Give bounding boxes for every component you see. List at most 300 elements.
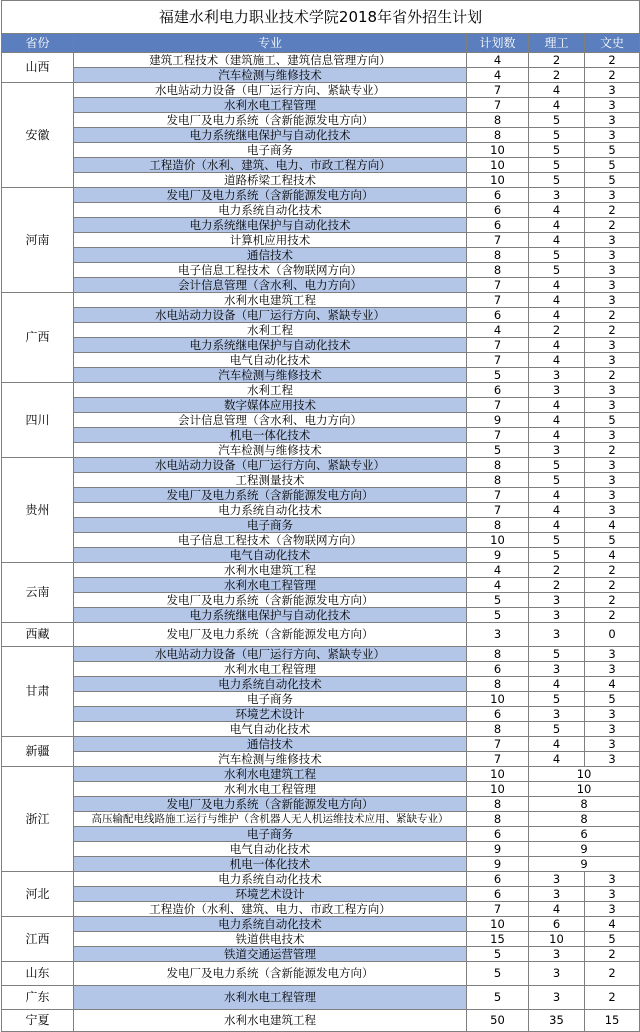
major-cell: 电力系统继电保护与自动化技术 [74,218,467,233]
province-cell: 广东 [2,986,74,1010]
table-row [2,593,640,608]
science-count-cell: 6 [529,917,585,932]
science-count-cell: 5 [529,473,585,488]
plan-count-cell: 6 [467,707,529,722]
liberal-arts-count-cell: 2 [585,593,640,608]
province-cell: 河北 [2,872,74,917]
major-cell: 电子商务 [74,692,467,707]
plan-count-cell: 5 [467,947,529,962]
table-row [2,932,640,947]
province-cell: 山东 [2,962,74,986]
liberal-arts-count-cell: 3 [585,662,640,677]
table-row [2,278,640,293]
liberal-arts-count-cell: 2 [585,608,640,623]
plan-count-cell: 6 [467,218,529,233]
table-row [2,473,640,488]
major-cell: 发电厂及电力系统（含新能源发电方向） [74,962,467,986]
liberal-arts-count-cell: 2 [585,53,640,68]
science-count-cell: 4 [529,902,585,917]
table-row [2,563,640,578]
major-cell: 电力系统继电保护与自动化技术 [74,608,467,623]
plan-count-cell: 4 [467,68,529,83]
liberal-arts-count-cell: 3 [585,707,640,722]
major-cell: 电子信息工程技术（含物联网方向） [74,533,467,548]
plan-count-cell: 7 [467,503,529,518]
plan-count-cell: 8 [467,647,529,662]
liberal-arts-count-cell: 5 [585,158,640,173]
plan-count-cell: 7 [467,902,529,917]
science-count-cell: 5 [529,533,585,548]
table-row [2,548,640,563]
plan-count-cell: 7 [467,737,529,752]
table-row [2,503,640,518]
plan-count-cell: 10 [467,533,529,548]
science-count-cell: 4 [529,518,585,533]
liberal-arts-count-cell: 2 [585,68,640,83]
major-cell: 道路桥梁工程技术 [74,173,467,188]
plan-count-cell: 5 [467,593,529,608]
plan-count-cell: 10 [467,143,529,158]
header-province: 省份 [2,34,74,53]
liberal-arts-count-cell: 2 [585,947,640,962]
liberal-arts-count-cell: 15 [585,1010,640,1032]
liberal-arts-count-cell: 2 [585,962,640,986]
plan-count-cell: 9 [467,842,529,857]
table-row [2,578,640,593]
table-row [2,263,640,278]
plan-count-cell: 8 [467,458,529,473]
table-row [2,413,640,428]
plan-count-cell: 10 [467,767,529,782]
liberal-arts-count-cell: 3 [585,458,640,473]
table-row [2,842,640,857]
major-cell: 工程造价（水利、建筑、电力、市政工程方向） [74,158,467,173]
combined-quota-cell: 9 [529,842,640,857]
table-row [2,383,640,398]
plan-count-cell: 7 [467,278,529,293]
major-cell: 汽车检测与维修技术 [74,368,467,383]
table-row [2,518,640,533]
major-cell: 工程造价（水利、建筑、电力、市政工程方向） [74,902,467,917]
table-row [2,488,640,503]
major-cell: 工程测量技术 [74,473,467,488]
science-count-cell: 4 [529,98,585,113]
major-cell: 通信技术 [74,248,467,263]
major-cell: 电子商务 [74,827,467,842]
table-row [2,248,640,263]
major-cell: 水利水电工程管理 [74,782,467,797]
province-cell: 广西 [2,293,74,383]
liberal-arts-count-cell: 3 [585,293,640,308]
plan-count-cell: 8 [467,722,529,737]
plan-count-cell: 5 [467,368,529,383]
major-cell: 机电一体化技术 [74,857,467,872]
major-cell: 发电厂及电力系统（含新能源发电方向） [74,488,467,503]
major-cell: 电子商务 [74,518,467,533]
plan-count-cell: 6 [467,383,529,398]
combined-quota-cell: 8 [529,797,640,812]
major-cell: 数字媒体应用技术 [74,398,467,413]
province-cell: 云南 [2,563,74,623]
plan-count-cell: 10 [467,173,529,188]
table-row [2,947,640,962]
major-cell: 水利工程 [74,323,467,338]
science-count-cell: 5 [529,128,585,143]
liberal-arts-count-cell: 2 [585,563,640,578]
province-cell: 河南 [2,188,74,293]
major-cell: 水利工程 [74,383,467,398]
province-cell: 贵州 [2,458,74,563]
liberal-arts-count-cell: 2 [585,218,640,233]
major-cell: 通信技术 [74,737,467,752]
liberal-arts-count-cell: 5 [585,173,640,188]
liberal-arts-count-cell: 5 [585,143,640,158]
science-count-cell: 3 [529,947,585,962]
table-row [2,986,640,1010]
science-count-cell: 4 [529,233,585,248]
major-cell: 会计信息管理（含水利、电力方向） [74,278,467,293]
major-cell: 水电站动力设备（电厂运行方向、紧缺专业） [74,458,467,473]
major-cell: 环境艺术设计 [74,707,467,722]
table-row [2,293,640,308]
liberal-arts-count-cell: 2 [585,308,640,323]
plan-count-cell: 6 [467,308,529,323]
major-cell: 水利水电建筑工程 [74,293,467,308]
province-cell: 西藏 [2,623,74,647]
table-row [2,677,640,692]
table-row [2,647,640,662]
table-row [2,752,640,767]
plan-count-cell: 6 [467,827,529,842]
liberal-arts-count-cell: 4 [585,677,640,692]
plan-count-cell: 8 [467,128,529,143]
major-cell: 水利水电建筑工程 [74,767,467,782]
plan-count-cell: 10 [467,917,529,932]
table-row [2,812,640,827]
science-count-cell: 2 [529,563,585,578]
table-row [2,623,640,647]
science-count-cell: 3 [529,188,585,203]
liberal-arts-count-cell: 3 [585,113,640,128]
major-cell: 计算机应用技术 [74,233,467,248]
table-row [2,368,640,383]
science-count-cell: 5 [529,143,585,158]
liberal-arts-count-cell: 3 [585,353,640,368]
major-cell: 电气自动化技术 [74,842,467,857]
science-count-cell: 4 [529,398,585,413]
table-row [2,83,640,98]
plan-count-cell: 3 [467,623,529,647]
plan-count-cell: 7 [467,233,529,248]
plan-count-cell: 7 [467,98,529,113]
liberal-arts-count-cell: 3 [585,383,640,398]
major-cell: 环境艺术设计 [74,887,467,902]
liberal-arts-count-cell: 3 [585,398,640,413]
major-cell: 电力系统自动化技术 [74,503,467,518]
table-row [2,797,640,812]
liberal-arts-count-cell: 4 [585,917,640,932]
science-count-cell: 2 [529,53,585,68]
plan-count-cell: 7 [467,488,529,503]
liberal-arts-count-cell: 3 [585,473,640,488]
major-cell: 会计信息管理（含水利、电力方向） [74,413,467,428]
table-row [2,53,640,68]
province-cell: 甘肃 [2,647,74,737]
plan-count-cell: 7 [467,353,529,368]
science-count-cell: 3 [529,443,585,458]
liberal-arts-count-cell: 5 [585,533,640,548]
major-cell: 电气自动化技术 [74,353,467,368]
major-cell: 发电厂及电力系统（含新能源发电方向） [74,113,467,128]
table-row [2,188,640,203]
major-cell: 发电厂及电力系统（含新能源发电方向） [74,797,467,812]
plan-count-cell: 8 [467,113,529,128]
header-liberal-arts: 文史 [585,34,640,53]
major-cell: 发电厂及电力系统（含新能源发电方向） [74,593,467,608]
liberal-arts-count-cell: 3 [585,188,640,203]
table-row [2,662,640,677]
major-cell: 机电一体化技术 [74,428,467,443]
table-title: 福建水利电力职业技术学院2018年省外招生计划 [2,1,640,34]
plan-count-cell: 8 [467,263,529,278]
header-plan: 计划数 [467,34,529,53]
major-cell: 水利水电建筑工程 [74,563,467,578]
table-row [2,143,640,158]
science-count-cell: 4 [529,218,585,233]
science-count-cell: 5 [529,263,585,278]
table-row [2,68,640,83]
liberal-arts-count-cell: 2 [585,443,640,458]
province-cell: 四川 [2,383,74,458]
science-count-cell: 2 [529,323,585,338]
table-row [2,98,640,113]
liberal-arts-count-cell: 2 [585,203,640,218]
table-row [2,533,640,548]
plan-count-cell: 6 [467,662,529,677]
header-science: 理工 [529,34,585,53]
plan-count-cell: 9 [467,413,529,428]
plan-count-cell: 7 [467,338,529,353]
liberal-arts-count-cell: 3 [585,98,640,113]
major-cell: 水利水电建筑工程 [74,1010,467,1032]
science-count-cell: 35 [529,1010,585,1032]
table-row [2,308,640,323]
science-count-cell: 3 [529,662,585,677]
combined-quota-cell: 10 [529,782,640,797]
science-count-cell: 5 [529,248,585,263]
science-count-cell: 4 [529,293,585,308]
major-cell: 电力系统自动化技术 [74,872,467,887]
major-cell: 水利水电工程管理 [74,98,467,113]
table-row [2,398,640,413]
science-count-cell: 4 [529,278,585,293]
table-row [2,218,640,233]
major-cell: 建筑工程技术（建筑施工、建筑信息管理方向） [74,53,467,68]
plan-count-cell: 10 [467,692,529,707]
table-row [2,692,640,707]
science-count-cell: 5 [529,173,585,188]
plan-count-cell: 5 [467,962,529,986]
plan-count-cell: 7 [467,428,529,443]
table-row [2,737,640,752]
major-cell: 铁道交通运营管理 [74,947,467,962]
table-row [2,707,640,722]
liberal-arts-count-cell: 2 [585,323,640,338]
science-count-cell: 5 [529,647,585,662]
plan-count-cell: 7 [467,83,529,98]
enrollment-plan-table [1,0,640,1032]
table-row [2,887,640,902]
table-row [2,962,640,986]
science-count-cell: 3 [529,887,585,902]
liberal-arts-count-cell: 4 [585,518,640,533]
major-cell: 电力系统自动化技术 [74,677,467,692]
plan-count-cell: 6 [467,188,529,203]
science-count-cell: 4 [529,752,585,767]
combined-quota-cell: 6 [529,827,640,842]
liberal-arts-count-cell: 3 [585,428,640,443]
plan-count-cell: 4 [467,563,529,578]
science-count-cell: 4 [529,428,585,443]
plan-count-cell: 15 [467,932,529,947]
plan-count-cell: 8 [467,797,529,812]
science-count-cell: 10 [529,932,585,947]
liberal-arts-count-cell: 3 [585,488,640,503]
liberal-arts-count-cell: 2 [585,578,640,593]
table-row [2,323,640,338]
science-count-cell: 3 [529,962,585,986]
plan-count-cell: 5 [467,443,529,458]
table-row [2,233,640,248]
table-row [2,782,640,797]
liberal-arts-count-cell: 3 [585,248,640,263]
plan-count-cell: 10 [467,782,529,797]
plan-count-cell: 4 [467,323,529,338]
plan-count-cell: 8 [467,812,529,827]
science-count-cell: 4 [529,677,585,692]
plan-count-cell: 50 [467,1010,529,1032]
science-count-cell: 4 [529,488,585,503]
plan-count-cell: 8 [467,518,529,533]
major-cell: 电气自动化技术 [74,722,467,737]
province-cell: 浙江 [2,767,74,872]
major-cell: 电气自动化技术 [74,548,467,563]
major-cell: 电力系统继电保护与自动化技术 [74,128,467,143]
liberal-arts-count-cell: 5 [585,692,640,707]
plan-count-cell: 8 [467,473,529,488]
science-count-cell: 5 [529,458,585,473]
table-row [2,338,640,353]
plan-count-cell: 6 [467,203,529,218]
major-cell: 铁道供电技术 [74,932,467,947]
major-cell: 水电站动力设备（电厂运行方向、紧缺专业） [74,308,467,323]
table-row [2,917,640,932]
science-count-cell: 2 [529,68,585,83]
science-count-cell: 5 [529,692,585,707]
science-count-cell: 3 [529,986,585,1010]
table-row [2,173,640,188]
major-cell: 水利水电工程管理 [74,662,467,677]
liberal-arts-count-cell: 3 [585,887,640,902]
major-cell: 高压输配电线路施工运行与维护（含机器人无人机运维技术应用、紧缺专业） [74,812,467,827]
science-count-cell: 5 [529,113,585,128]
plan-count-cell: 5 [467,986,529,1010]
science-count-cell: 5 [529,158,585,173]
liberal-arts-count-cell: 5 [585,932,640,947]
liberal-arts-count-cell: 0 [585,623,640,647]
science-count-cell: 3 [529,623,585,647]
plan-count-cell: 7 [467,752,529,767]
combined-quota-cell: 9 [529,857,640,872]
science-count-cell: 3 [529,872,585,887]
table-row [2,353,640,368]
liberal-arts-count-cell: 3 [585,128,640,143]
science-count-cell: 3 [529,608,585,623]
liberal-arts-count-cell: 3 [585,83,640,98]
table-row [2,722,640,737]
liberal-arts-count-cell: 3 [585,902,640,917]
liberal-arts-count-cell: 3 [585,752,640,767]
liberal-arts-count-cell: 5 [585,413,640,428]
major-cell: 汽车检测与维修技术 [74,443,467,458]
table-row [2,428,640,443]
plan-count-cell: 10 [467,158,529,173]
combined-quota-cell: 8 [529,812,640,827]
table-row [2,608,640,623]
science-count-cell: 4 [529,203,585,218]
liberal-arts-count-cell: 2 [585,986,640,1010]
major-cell: 水电站动力设备（电厂运行方向、紧缺专业） [74,83,467,98]
science-count-cell: 4 [529,737,585,752]
major-cell: 发电厂及电力系统（含新能源发电方向） [74,623,467,647]
major-cell: 水利水电工程管理 [74,986,467,1010]
province-cell: 安徽 [2,83,74,188]
table-row [2,458,640,473]
science-count-cell: 3 [529,383,585,398]
major-cell: 电力系统继电保护与自动化技术 [74,338,467,353]
liberal-arts-count-cell: 3 [585,737,640,752]
major-cell: 电子商务 [74,143,467,158]
science-count-cell: 4 [529,308,585,323]
plan-count-cell: 6 [467,887,529,902]
plan-count-cell: 9 [467,548,529,563]
science-count-cell: 3 [529,593,585,608]
table-row [2,857,640,872]
table-row [2,902,640,917]
science-count-cell: 4 [529,338,585,353]
table-row [2,1010,640,1032]
science-count-cell: 4 [529,503,585,518]
plan-count-cell: 7 [467,398,529,413]
science-count-cell: 5 [529,548,585,563]
science-count-cell: 4 [529,83,585,98]
plan-count-cell: 8 [467,677,529,692]
major-cell: 水电站动力设备（电厂运行方向、紧缺专业） [74,647,467,662]
combined-quota-cell: 10 [529,767,640,782]
table-row [2,872,640,887]
table-row [2,128,640,143]
science-count-cell: 5 [529,722,585,737]
liberal-arts-count-cell: 3 [585,233,640,248]
liberal-arts-count-cell: 3 [585,278,640,293]
province-cell: 江西 [2,917,74,962]
major-cell: 电力系统自动化技术 [74,203,467,218]
plan-count-cell: 4 [467,53,529,68]
table-row [2,113,640,128]
major-cell: 汽车检测与维修技术 [74,68,467,83]
science-count-cell: 2 [529,578,585,593]
major-cell: 发电厂及电力系统（含新能源发电方向） [74,188,467,203]
